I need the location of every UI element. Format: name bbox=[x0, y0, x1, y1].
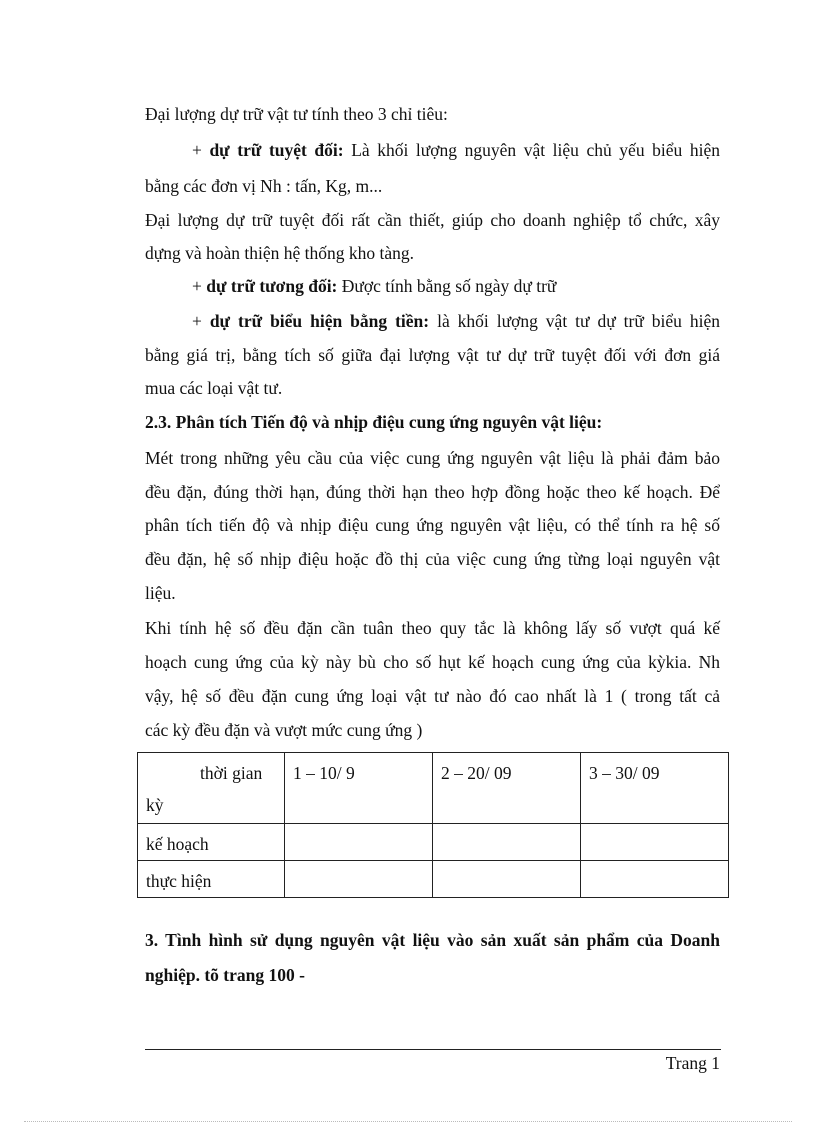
footer-divider bbox=[145, 1049, 721, 1050]
table-header-row bbox=[138, 753, 729, 824]
paragraph-line: liệu. bbox=[145, 583, 176, 603]
paragraph-line: Đại lượng dự trữ tuyệt đối rất cần thiết, giúp cho doanh nghiệp tổ chức, xây bbox=[145, 210, 720, 230]
paragraph-line: dựng và hoàn thiện hệ thống kho tàng. bbox=[145, 243, 415, 263]
paragraph-line: phân tích tiến độ và nhịp điệu cung ứng nguyên vật liệu, có thể tính ra hệ số bbox=[145, 515, 720, 535]
table-row bbox=[138, 861, 729, 898]
column-header: 2 – 20/ 09 bbox=[433, 753, 581, 824]
table-corner-cell bbox=[138, 753, 285, 824]
paragraph-line: Khi tính hệ số đều đặn cần tuân theo quy tắc là không lấy số vượt quá kế bbox=[145, 618, 720, 638]
paragraph-line: mua các loại vật tư. bbox=[145, 378, 283, 398]
bullet-money-reserve bbox=[192, 311, 720, 331]
page-edge-divider bbox=[24, 1121, 792, 1122]
table-cell bbox=[433, 861, 581, 898]
column-header: 3 – 30/ 09 bbox=[581, 753, 729, 824]
bullet-prefix: + bbox=[192, 276, 207, 296]
table-cell bbox=[285, 824, 433, 861]
bullet-text: Là khối lượng nguyên vật liệu chủ yếu biểu hiện bbox=[343, 140, 720, 160]
paragraph-line: đều đặn, hệ số nhịp điệu hoặc đồ thị của việc cung ứng từng loại nguyên vật bbox=[145, 549, 720, 569]
table-cell bbox=[433, 824, 581, 861]
paragraph-line: hoạch cung ứng của kỳ này bù cho số hụt kế hoạch cung ứng của kỳkia. Nh bbox=[145, 652, 720, 672]
table-cell bbox=[285, 861, 433, 898]
bullet-prefix: + bbox=[192, 311, 210, 331]
table-row bbox=[138, 824, 729, 861]
bullet-term: dự trữ tuyệt đối: bbox=[209, 140, 344, 160]
paragraph-line: vậy, hệ số đều đặn cung ứng loại vật tư nào đó cao nhất là 1 ( trong tất cả bbox=[145, 686, 720, 706]
corner-label-time: thời gian bbox=[200, 763, 263, 783]
paragraph-line: các kỳ đều đặn và vượt mức cung ứng ) bbox=[145, 720, 423, 740]
section-heading-2-3: 2.3. Phân tích Tiến độ và nhịp điệu cung ứng nguyên vật liệu: bbox=[145, 412, 603, 432]
bullet-prefix: + bbox=[192, 140, 210, 160]
section-heading-3-cont: nghiệp. tõ trang 100 - bbox=[145, 965, 305, 985]
page-number: Trang 1 bbox=[665, 1053, 720, 1073]
table-cell bbox=[581, 861, 729, 898]
corner-label-period: kỳ bbox=[146, 795, 164, 815]
paragraph-line: bằng các đơn vị Nh : tấn, Kg, m... bbox=[145, 176, 383, 196]
bullet-term: dự trữ tương đối: bbox=[206, 276, 338, 296]
paragraph-line: Mét trong những yêu cầu của việc cung ứng nguyên vật liệu là phải đảm bảo bbox=[145, 448, 720, 468]
bullet-relative-reserve bbox=[192, 276, 720, 296]
bullet-text: Được tính bằng số ngày dự trữ bbox=[337, 276, 557, 296]
section-heading-3: 3. Tình hình sử dụng nguyên vật liệu vào sản xuất sản phẩm của Doanh bbox=[145, 930, 720, 950]
row-header: kế hoạch bbox=[138, 824, 285, 861]
column-header: 1 – 10/ 9 bbox=[285, 753, 433, 824]
paragraph-line: Đại lượng dự trữ vật tư tính theo 3 chỉ tiêu: bbox=[145, 104, 448, 124]
supply-schedule-table bbox=[137, 752, 729, 898]
bullet-text: là khối lượng vật tư dự trữ biểu hiện bbox=[429, 311, 720, 331]
bullet-absolute-reserve bbox=[192, 140, 720, 160]
table-cell bbox=[581, 824, 729, 861]
bullet-term: dự trữ biểu hiện bằng tiền: bbox=[209, 311, 430, 331]
row-header: thực hiện bbox=[138, 861, 285, 898]
paragraph-line: đều đặn, đúng thời hạn, đúng thời hạn theo hợp đồng hoặc theo kế hoạch. Để bbox=[145, 482, 720, 502]
paragraph-line: bằng giá trị, bằng tích số giữa đại lượng vật tư dự trữ tuyệt đối với đơn giá bbox=[145, 345, 720, 365]
